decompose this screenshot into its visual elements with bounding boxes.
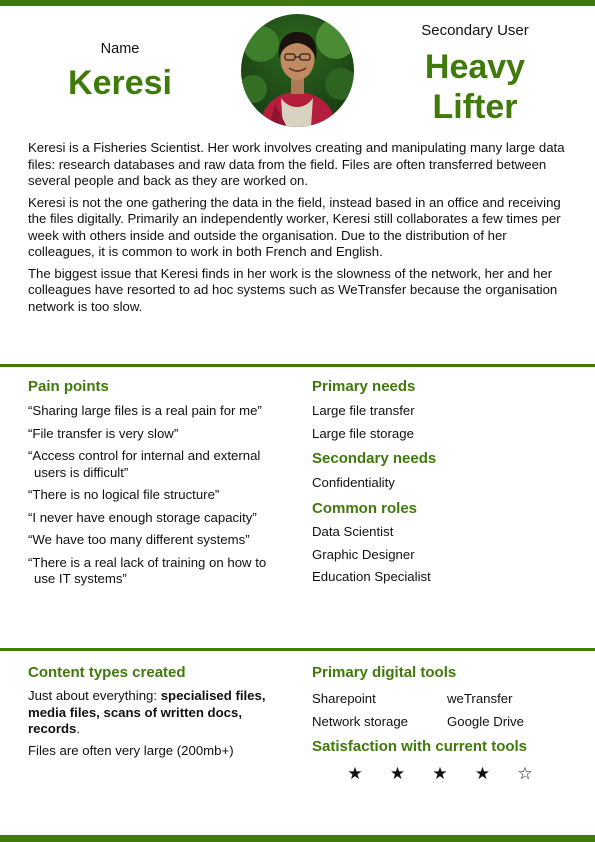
persona-portrait-illustration xyxy=(241,14,354,127)
secondary-need-item: Confidentiality xyxy=(312,475,395,490)
pain-point-quote: “There is a real lack of training on how to use IT systems” xyxy=(28,554,267,586)
digital-tool-item: Network storage xyxy=(312,713,409,729)
bio-paragraph: Keresi is not the one gathering the data in the field, instead based in an office and receiving the files digitally. Primarily an independently worker, Keresi still collaborates a few times per week with others inside and outside the organisation. Due to the distribution of her colleagues, it is common to work in both French and English. xyxy=(28,194,561,259)
persona-name: Keresi xyxy=(68,64,172,102)
star-filled-icon: ★ xyxy=(347,764,363,783)
satisfaction-rating xyxy=(345,764,535,784)
secondary-needs-heading: Secondary needs xyxy=(312,450,437,467)
bottom-accent-bar xyxy=(0,835,595,842)
content-types-heading: Content types created xyxy=(28,664,186,681)
primary-need-item: Large file transfer xyxy=(312,403,415,418)
pain-point-quote: “I never have enough storage capacity” xyxy=(28,509,257,525)
section-divider xyxy=(0,648,595,651)
star-filled-icon: ★ xyxy=(389,764,406,783)
primary-need-item: Large file storage xyxy=(312,425,414,441)
file-size-note: Files are often very large (200mb+) xyxy=(28,743,234,758)
pain-points-list xyxy=(28,403,288,594)
content-types-description xyxy=(28,688,288,738)
digital-tool-item: Google Drive xyxy=(447,713,524,729)
secondary-needs-list xyxy=(312,472,395,495)
primary-needs-list xyxy=(312,400,415,445)
pain-point-quote: “There is no logical file structure” xyxy=(28,487,220,502)
persona-type xyxy=(395,47,555,127)
star-filled-icon: ★ xyxy=(474,764,491,783)
common-roles-list xyxy=(312,521,431,589)
pain-point-quote: “Sharing large files is a real pain for me” xyxy=(28,403,262,418)
common-role-item: Data Scientist xyxy=(312,524,394,539)
digital-tools-heading: Primary digital tools xyxy=(312,664,457,681)
star-filled-icon: ★ xyxy=(432,764,448,783)
digital-tool-item: Sharepoint xyxy=(312,691,376,706)
bio-paragraph: The biggest issue that Keresi finds in her work is the slowness of the network, her and her colleagues have resorted to ad hoc systems such as WeTransfer because the organisation network is too slow. xyxy=(28,265,558,314)
name-label: Name xyxy=(100,41,140,57)
top-accent-bar xyxy=(0,0,595,6)
persona-type-line-1: Heavy xyxy=(424,48,526,86)
user-type-label: Secondary User xyxy=(421,22,529,39)
digital-tool-item: weTransfer xyxy=(447,691,513,706)
content-types-end: . xyxy=(76,721,81,736)
pain-point-quote: “Access control for internal and external users is difficult” xyxy=(28,448,261,480)
common-role-item: Graphic Designer xyxy=(312,546,415,562)
primary-needs-heading: Primary needs xyxy=(312,378,416,395)
pain-point-quote: “We have too many different systems” xyxy=(28,532,250,547)
common-role-item: Education Specialist xyxy=(312,569,431,584)
digital-tools-column-1 xyxy=(312,688,408,733)
pain-points-heading: Pain points xyxy=(28,378,109,395)
common-roles-heading: Common roles xyxy=(312,500,418,517)
section-divider xyxy=(0,364,595,367)
satisfaction-heading: Satisfaction with current tools xyxy=(312,738,528,755)
persona-type-line-2: Lifter xyxy=(432,88,518,126)
bio-paragraph: Keresi is a Fisheries Scientist. Her work involves creating and manipulating many large data files: research databases and raw data from the field. Files are often transferred between several people and back as they are worked on. xyxy=(28,140,565,188)
persona-bio xyxy=(28,140,573,320)
content-types-list: specialised files, media files, scans of written docs, records xyxy=(28,688,266,736)
pain-point-quote: “File transfer is very slow” xyxy=(28,425,179,441)
content-types-intro: Just about everything: xyxy=(28,688,161,703)
digital-tools-column-2 xyxy=(447,688,524,733)
star-empty-icon: ☆ xyxy=(517,764,533,783)
persona-photo xyxy=(241,14,354,127)
